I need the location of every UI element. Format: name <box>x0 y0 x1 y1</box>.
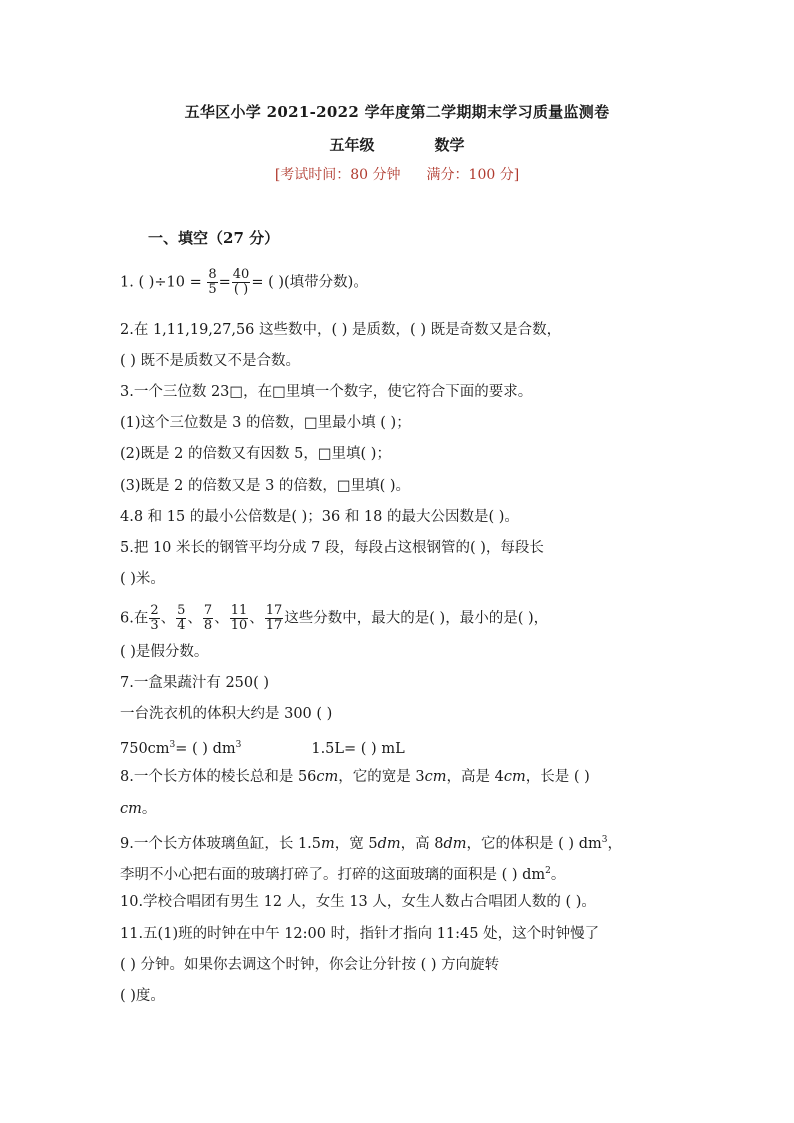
question-2-line-1: 2.在 1,11,19,27,56 这些数中，( ) 是质数，( ) 既是奇数又是合数， <box>120 322 562 338</box>
q1-text-a: 1. ( )÷10 = <box>120 274 202 291</box>
q1-equals: = <box>218 274 231 291</box>
question-7-line-2: 一台洗衣机的体积大约是 300 ( ) <box>120 706 333 722</box>
q9-text-g: 。 <box>550 866 566 883</box>
question-3-line-2: (1)这个三位数是 3 的倍数，□里最小填 ( )； <box>120 415 411 431</box>
question-9-line-2 <box>120 861 565 885</box>
q6-sep: 、 <box>249 610 264 627</box>
q9-text-b: ，宽 5 <box>334 835 378 852</box>
q6-sep: 、 <box>187 610 202 627</box>
question-7-line-1: 7.一盒果蔬汁有 250( ) <box>120 675 270 691</box>
q9-text-d: ，它的体积是 ( ) dm <box>466 835 602 852</box>
question-8-line-1 <box>120 767 590 787</box>
q1-text-b: = ( )(填带分数)。 <box>251 274 368 291</box>
q9-sup-2: 2 <box>545 866 551 876</box>
question-6-line-2: ( )是假分数。 <box>120 644 209 660</box>
q9-text-c: ，高 8 <box>400 835 444 852</box>
q7-sup-b: 3 <box>235 740 242 750</box>
q8-unit: cm <box>424 769 447 785</box>
question-6-line-1 <box>120 604 548 633</box>
question-11-line-1: 11.五(1)班的时钟在中午 12:00 时，指针才指向 11:45 处，这个时钟慢了 <box>120 926 600 942</box>
question-3-line-3: (2)既是 2 的倍数又有因数 5，□里填( )； <box>120 446 391 462</box>
subject-label: 数学 <box>434 136 465 154</box>
section-title: 一、填空（27 分） <box>148 229 280 247</box>
q9-text-f: 李明不小心把右面的玻璃打碎了。打碎的这面玻璃的面积是 ( ) dm <box>120 866 546 883</box>
q8-text-b: ，它的宽是 3 <box>338 769 425 785</box>
q6-fraction-3: $\frac{7}{8}$ <box>203 603 213 633</box>
q9-text-e: ， <box>607 835 622 852</box>
q9-unit-dm: dm <box>443 835 467 852</box>
q8-unit: cm <box>316 769 339 785</box>
question-10: 10.学校合唱团有男生 12 人，女生 13 人，女生人数占合唱团人数的 ( )。 <box>120 894 596 910</box>
question-3-line-1: 3.一个三位数 23□，在□里填一个数字，使它符合下面的要求。 <box>120 384 533 400</box>
question-11-line-2: ( ) 分钟。如果你去调这个时钟，你会让分针按 ( ) 方向旋转 <box>120 957 500 973</box>
q8-text-d: ，长是 ( ) <box>525 769 590 785</box>
q7-sup-a: 3 <box>169 740 176 750</box>
q7-volume-a: 750cm <box>120 740 170 757</box>
q6-fraction-1: $\frac{2}{3}$ <box>150 603 159 633</box>
question-1 <box>120 268 368 297</box>
q8-unit: cm <box>120 801 142 817</box>
q7-volume-c: 1.5L= ( ) mL <box>311 740 405 757</box>
q9-unit-dm: dm <box>377 835 401 852</box>
q9-sup-3: 3 <box>601 835 608 845</box>
q6-fraction-4: $\frac{11}{10}$ <box>230 603 248 633</box>
question-11-line-3: ( )度。 <box>120 988 165 1004</box>
question-4: 4.8 和 15 的最小公倍数是( )；36 和 18 的最大公因数是( )。 <box>120 509 519 525</box>
q8-unit: cm <box>503 769 526 785</box>
grade-label: 五年级 <box>329 136 375 154</box>
q8-text-c: ，高是 4 <box>446 769 504 785</box>
exam-score: 满分：100 分] <box>426 167 520 183</box>
q7-volume-b: = ( ) dm <box>175 740 236 757</box>
question-5-line-1: 5.把 10 米长的钢管平均分成 7 段，每段占这根钢管的( )，每段长 <box>120 540 544 556</box>
q6-fraction-5: $\frac{17}{17}$ <box>265 603 283 633</box>
question-3-line-4: (3)既是 2 的倍数又是 3 的倍数，□里填( )。 <box>120 478 411 494</box>
q1-fraction-1: $\frac{8}{5}$ <box>208 267 217 297</box>
question-2-line-2: ( ) 既不是质数又不是合数。 <box>120 353 301 369</box>
q8-text-e: 。 <box>141 801 157 817</box>
exam-info <box>0 164 794 184</box>
exam-subtitle <box>0 134 794 155</box>
q6-text-b: 这些分数中，最大的是( )，最小的是( )， <box>284 610 549 627</box>
exam-title: 五华区小学 2021-2022 学年度第二学期期末学习质量监测卷 <box>184 103 610 121</box>
question-5-line-2: ( )米。 <box>120 571 165 587</box>
q8-text-a: 8.一个长方体的棱长总和是 56 <box>120 769 317 785</box>
question-9-line-1 <box>120 830 622 854</box>
q9-text-a: 9.一个长方体玻璃鱼缸，长 1.5 <box>120 835 322 852</box>
q9-unit-m: m <box>321 835 335 852</box>
q6-sep: 、 <box>214 610 229 627</box>
q1-fraction-2: $\frac{40}{( )}$ <box>232 267 250 297</box>
exam-time: [考试时间：80 分钟 <box>274 167 401 183</box>
q6-sep: 、 <box>160 610 176 627</box>
q6-fraction-2: $\frac{5}{4}$ <box>177 603 186 633</box>
q6-text-a: 6.在 <box>120 610 149 627</box>
question-8-line-2 <box>120 799 156 819</box>
question-7-line-3 <box>120 735 405 759</box>
